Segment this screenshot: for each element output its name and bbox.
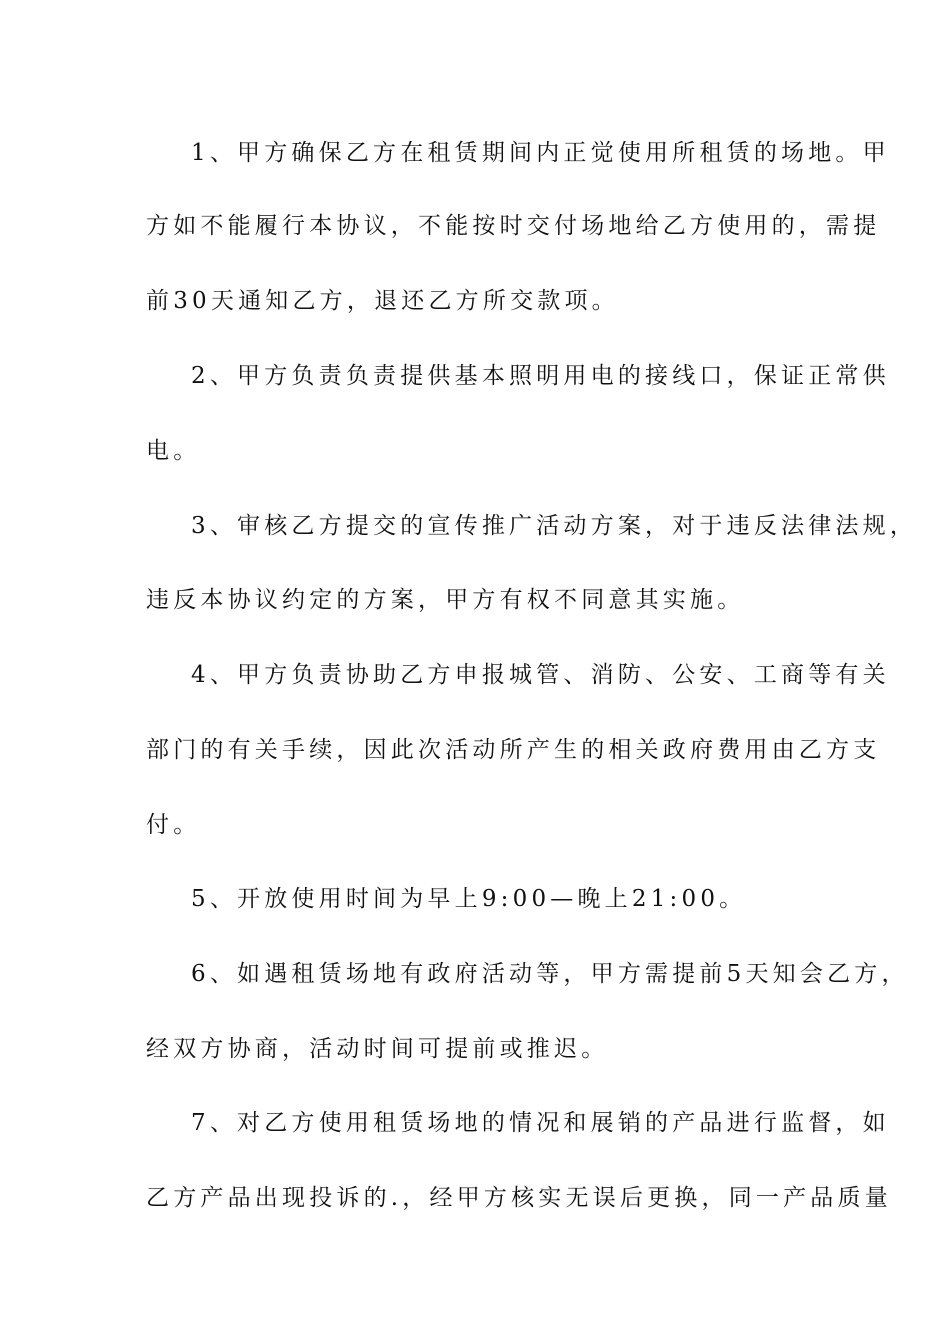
clause-1-line-3: 前30天通知乙方，退还乙方所交款项。 [146, 288, 619, 314]
clause-1-line-2: 方如不能履行本协议，不能按时交付场地给乙方使用的，需提 [146, 213, 881, 239]
clause-1-line-1: 1、甲方确保乙方在租赁期间内正觉使用所租赁的场地。甲 [191, 140, 890, 166]
clause-4-line-1: 4、甲方负责协助乙方申报城管、消防、公安、工商等有关 [191, 662, 890, 688]
clause-2-line-2: 电。 [146, 438, 201, 464]
clause-5-line-1: 5、开放使用时间为早上9:00—晚上21:00。 [191, 886, 747, 912]
clause-3-line-1: 3、审核乙方提交的宣传推广活动方案，对于违反法律法规， [191, 513, 918, 539]
clause-7-line-2: 乙方产品出现投诉的.，经甲方核实无误后更换，同一产品质量 [146, 1185, 892, 1211]
clause-4-line-2: 部门的有关手续，因此次活动所产生的相关政府费用由乙方支 [146, 737, 881, 763]
clause-6-line-1: 6、如遇租赁场地有政府活动等，甲方需提前5天知会乙方， [191, 961, 909, 987]
clause-7-line-1: 7、对乙方使用租赁场地的情况和展销的产品进行监督，如 [191, 1110, 890, 1136]
clause-4-line-3: 付。 [146, 812, 201, 838]
clause-6-line-2: 经双方协商，活动时间可提前或推迟。 [146, 1036, 609, 1062]
clause-2-line-1: 2、甲方负责负责提供基本照明用电的接线口，保证正常供 [191, 363, 890, 389]
clause-3-line-2: 违反本协议约定的方案，甲方有权不同意其实施。 [146, 587, 745, 613]
